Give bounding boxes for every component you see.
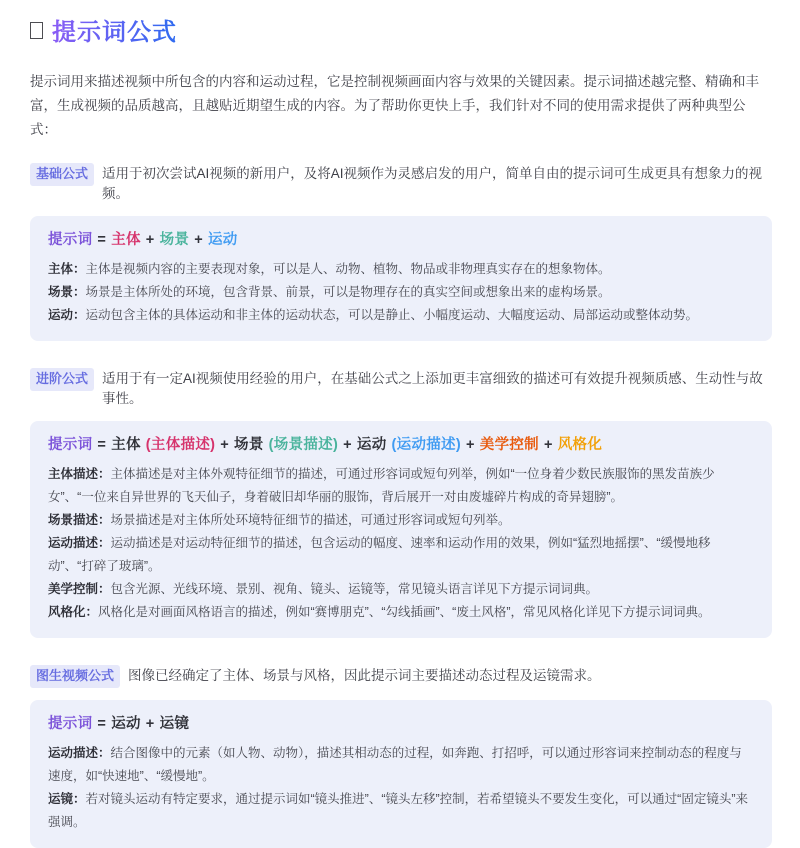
section-badge: 图生视频公式 <box>30 665 120 688</box>
sections <box>30 163 772 848</box>
formula-token: + <box>145 232 155 248</box>
section-header <box>30 368 772 409</box>
formula-token: (主体描述) <box>145 437 216 453</box>
formula-token: + <box>220 437 230 453</box>
item-label: 场景描述： <box>48 513 111 527</box>
formula-token: 提示词 <box>48 232 93 248</box>
document-placeholder-icon <box>30 22 43 39</box>
section-description: 适用于初次尝试AI视频的新用户，及将AI视频作为灵感启发的用户，简单自由的提示词可生成更具有想象力的视频。 <box>102 166 763 201</box>
section-description: 适用于有一定AI视频使用经验的用户，在基础公式之上添加更丰富细致的描述可有效提升视频质感、生动性与故事性。 <box>102 371 763 406</box>
formula-token: = <box>97 437 107 453</box>
formula-token: 主体 <box>111 232 141 248</box>
formula-box <box>30 700 772 848</box>
item-label: 主体描述： <box>48 467 111 481</box>
item-text: 风格化是对画面风格语言的描述，例如“赛博朋克”、“勾线插画”、“废土风格”，常见风格化详见下方提示词词典。 <box>98 605 711 619</box>
formula-item <box>48 578 754 601</box>
section-3 <box>30 665 772 848</box>
item-label: 美学控制： <box>48 582 111 596</box>
page-title-text: 提示词公式 <box>52 12 177 47</box>
item-text: 若对镜头运动有特定要求，通过提示词如“镜头推进”、“镜头左移”控制，若希望镜头不要发生变化，可以通过“固定镜头”来强调。 <box>48 792 748 829</box>
formula-token: 提示词 <box>48 716 93 732</box>
formula <box>48 713 754 735</box>
formula-token: + <box>543 437 553 453</box>
formula-token: 运动 <box>111 716 141 732</box>
formula-token: (场景描述) <box>268 437 339 453</box>
item-label: 运镜： <box>48 792 86 806</box>
formula-token: 运动 <box>356 437 387 453</box>
formula-item <box>48 509 754 532</box>
section-2 <box>30 368 772 638</box>
item-text: 主体描述是对主体外观特征细节的描述，可通过形容词或短句列举，例如“一位身着少数民族服饰的黑发苗族少女”、“一位来自异世界的飞天仙子，身着破旧却华丽的服饰，背后展开一对由废墟碎片构成的奇异翅膀”。 <box>48 467 715 504</box>
item-text: 结合图像中的元素（如人物、动物），描述其相动态的过程，如奔跑、打招呼，可以通过形容词来控制动态的程度与速度，如“快速地”、“缓慢地”。 <box>48 746 742 783</box>
formula-token: = <box>97 232 107 248</box>
formula-item <box>48 742 754 788</box>
formula-token: + <box>194 232 203 248</box>
formula-token: 美学控制 <box>479 437 539 453</box>
item-label: 场景： <box>48 285 86 299</box>
formula-box <box>30 421 772 638</box>
item-text: 主体是视频内容的主要表现对象，可以是人、动物、植物、物品或非物理真实存在的想象物体。 <box>85 262 611 276</box>
formula-box <box>30 216 772 341</box>
item-text: 场景描述是对主体所处环境特征细节的描述，可通过形容词或短句列举。 <box>110 513 511 527</box>
item-text: 包含光源、光线环境、景别、视角、镜头、运镜等，常见镜头语言详见下方提示词词典。 <box>110 582 599 596</box>
formula <box>48 229 754 251</box>
section-badge: 基础公式 <box>30 163 94 186</box>
formula-token: (运动描述) <box>391 437 461 453</box>
item-label: 风格化： <box>48 605 99 619</box>
item-label: 主体： <box>48 262 86 276</box>
formula-token: + <box>465 437 475 453</box>
formula-item <box>48 258 754 281</box>
formula-token: 运镜 <box>159 716 190 732</box>
item-text: 运动包含主体的具体运动和非主体的运动状态，可以是静止、小幅度运动、大幅度运动、局部运动或整体动势。 <box>85 308 699 322</box>
formula-item <box>48 281 754 304</box>
formula-token: + <box>145 716 155 732</box>
item-label: 运动描述： <box>48 536 111 550</box>
formula-token: 场景 <box>234 437 264 453</box>
formula <box>48 434 754 456</box>
formula-item <box>48 532 754 578</box>
formula-token: + <box>343 437 352 453</box>
page-title <box>30 12 772 47</box>
item-label: 运动描述： <box>48 746 111 760</box>
formula-token: 风格化 <box>557 437 603 453</box>
intro-paragraph: 提示词用来描述视频中所包含的内容和运动过程，它是控制视频画面内容与效果的关键因素。提示词描述越完整、精确和丰富，生成视频的品质越高，且越贴近期望生成的内容。为了帮助你更快上手，我们针对不同的使用需求提供了两种典型公式： <box>30 74 759 137</box>
section-description: 图像已经确定了主体、场景与风格，因此提示词主要描述动态过程及运镜需求。 <box>128 668 601 683</box>
item-label: 运动： <box>48 308 86 322</box>
section-header <box>30 163 772 204</box>
formula-token: = <box>97 716 107 732</box>
formula-token: 运动 <box>207 232 238 248</box>
formula-item <box>48 304 754 327</box>
section-1 <box>30 163 772 341</box>
section-header <box>30 665 772 688</box>
section-badge: 进阶公式 <box>30 368 94 391</box>
formula-item <box>48 463 754 509</box>
item-text: 场景是主体所处的环境，包含背景、前景，可以是物理存在的真实空间或想象出来的虚构场景。 <box>85 285 611 299</box>
formula-token: 提示词 <box>48 437 93 453</box>
item-text: 运动描述是对运动特征细节的描述，包含运动的幅度、速率和运动作用的效果，例如“猛烈地摇摆”、“缓慢地移动”、“打碎了玻璃”。 <box>48 536 711 573</box>
formula-item <box>48 788 754 834</box>
formula-token: 主体 <box>111 437 141 453</box>
formula-token: 场景 <box>159 232 190 248</box>
formula-item <box>48 601 754 624</box>
